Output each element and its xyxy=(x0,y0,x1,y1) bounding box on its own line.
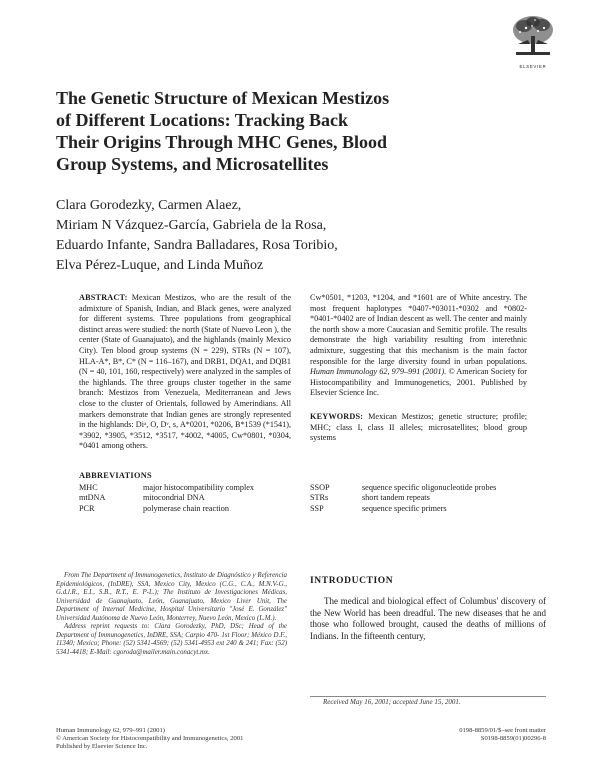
title-line: of Different Locations: Tracking Back xyxy=(56,110,348,130)
journal-line: Human Immunology 62, 979–991 (2001) xyxy=(56,727,165,734)
keywords-label: KEYWORDS: xyxy=(310,412,364,421)
author-list xyxy=(56,196,516,276)
abbreviation-definition: mitocondrial DNA xyxy=(143,493,205,503)
abbreviation-definition: short tandem repeats xyxy=(362,493,430,503)
publisher-logo xyxy=(508,14,558,69)
abbreviation-term: PCR xyxy=(79,503,95,513)
journal-line: © American Society for Histocompatibility and Immunogenetics, 2001 xyxy=(56,735,244,743)
abbreviation-definition: major histocompatibility complex xyxy=(143,483,254,492)
abbreviation-term: SSP xyxy=(310,503,324,513)
author-line: Elva Pérez-Luque, and Linda Muñoz xyxy=(56,258,264,273)
title-line: The Genetic Structure of Mexican Mestizos xyxy=(56,88,390,108)
affiliation-footnote xyxy=(56,572,287,657)
abbreviations-heading: ABBREVIATIONS xyxy=(79,471,152,480)
abbreviation-term: SSOP xyxy=(310,483,330,492)
abbreviation-row xyxy=(79,504,254,514)
divider xyxy=(310,696,546,697)
abstract-copyright: © American Society for Histocompatibility and Immunogenetics, 2001. Published by Elsevier Science Inc. xyxy=(310,367,528,398)
introduction-body xyxy=(310,596,546,642)
abbreviations-left xyxy=(79,483,254,514)
abbreviation-row xyxy=(310,483,496,493)
abbreviation-term: MHC xyxy=(79,483,98,492)
abbreviations-right xyxy=(310,483,496,514)
title-line: Their Origins Through MHC Genes, Blood xyxy=(56,132,388,152)
journal-line: Published by Elsevier Science Inc. xyxy=(56,743,148,751)
tree-logo-icon xyxy=(508,14,558,58)
abbreviation-row xyxy=(79,483,254,493)
abbreviation-row xyxy=(310,493,496,503)
author-line: Clara Gorodezky, Carmen Alaez, xyxy=(56,198,242,213)
abstract-label: ABSTRACT: xyxy=(79,293,128,302)
reprint-address: Address reprint requests to: Clara Gorodezky, PhD, DSc; Head of the Department of Immunogenetics, InDRE, SSA; Carpio 470- 1st Floor; México D.F., 11340; Mexico; Phone: (52) 5341-4569; (52) 5341-4953 ext 240 & 241; Fax: (52) 5341-4418; E-Mail: cgoroda@mailer.main.conacyt.mx. xyxy=(56,623,287,656)
abbreviation-row xyxy=(79,493,254,503)
issn-line: 0198-8859/01/$–see front matter xyxy=(459,727,546,734)
abbreviation-definition: sequence specific primers xyxy=(362,503,447,513)
abstract-text-left: Mexican Mestizos, who are the result of the admixture of Spanish, Indian, and Black genes, were analyzed for different systems. Three populations from geographical distinct areas were studied: the north (State of Nuevo Leon ), the center (State of Guanajuato), and the highlands (mainly Mexico City). Ten blood group systems (N = 229), STRs (N = 107), HLA-A*, B*, C* (N = 116–167), and DRB1, DQA1, and DQB1 (N = 40, 101, 160, respectively) were analyzed in the samples of the highlands. The three groups cluster together in the same branch: Mestizos from Venezuela, Mediterranean and Jews close to the cluster of Orientals, followed by Amerindians. All markers demonstrate that Indian genes are strongly represented in the highlands: Diᵃ, O, Dᵛ, s, A*0201, *0206, B*1539 (*1541), *3902, *3905, *3512, *3517, *4002, *4005, Cw*0801, *0304, *0401 among others. xyxy=(79,293,291,451)
author-line: Miriam N Vázquez-García, Gabriela de la Rosa, xyxy=(56,218,327,233)
keywords-text: Mexican Mestizos; genetic structure; profile; MHC; class I, class II alleles; microsatellites; blood group systems xyxy=(310,412,528,443)
title-line: Group Systems, and Microsatellites xyxy=(56,154,329,174)
article-title xyxy=(56,87,476,175)
article-codes xyxy=(400,727,546,743)
abbreviation-term: mtDNA xyxy=(79,493,106,503)
abstract-left xyxy=(79,293,291,452)
abbreviation-definition: sequence specific oligonucleotide probes xyxy=(362,483,497,492)
author-line: Eduardo Infante, Sandra Balladares, Rosa Toribio, xyxy=(56,238,338,253)
abstract-text-right: Cw*0501, *1203, *1204, and *1601 are of White ancestry. The most frequent haplotypes *0407-*03011-*0302 and *0802-*0401-*0402 are of Indian descent as well. The center and mainly the north show a more Caucasian and Semitic profile. The results demonstrate the high variability resulting from interethnic admixture, suggesting that this mechanism is the main factor responsible for the large diversity found in urban populations. xyxy=(310,293,527,366)
abbreviation-row xyxy=(310,504,496,514)
affiliation-text: From The Department of Immunogenetics, Instituto de Diagnóstico y Referencia Epidemiológicos, (InDRE), SSA, Mexico City, Mexico (C.G., C.A., M.N.V-G., G.d.l.R., E.I., S.B., R.T., E. P-L.); The Instituto de Investigaciones Médicas, Universidad de Guanajuato, León, Guanajuato, Mexico Liver Unit, The Department of Internal Medicine, Hospital Universitario "José E. González" Universidad Autónoma de Nuevo León, Monterrey, Nuevo León, Mexico (L.M.). xyxy=(56,572,287,622)
abbreviation-definition: polymerase chain reaction xyxy=(143,503,229,513)
abstract-citation: Human Immunology 62, 979–991 (2001). xyxy=(310,367,447,377)
introduction-paragraph: The medical and biological effect of Columbus' discovery of the New World has been dreadful. The new diseases that he and those who followed brought, caused the deaths of millions of Indians. In the fifteenth century, xyxy=(310,596,546,641)
introduction-heading: INTRODUCTION xyxy=(310,576,394,586)
received-date: Received May 16, 2001; accepted June 15, 2001. xyxy=(323,698,461,706)
abstract-right xyxy=(310,293,527,399)
publisher-name: ELSEVIER xyxy=(519,64,547,69)
pii-line: S0198-8859(01)00296-8 xyxy=(480,735,546,743)
keywords xyxy=(310,412,527,444)
journal-info xyxy=(56,727,243,752)
abbreviation-term: STRs xyxy=(310,493,329,503)
